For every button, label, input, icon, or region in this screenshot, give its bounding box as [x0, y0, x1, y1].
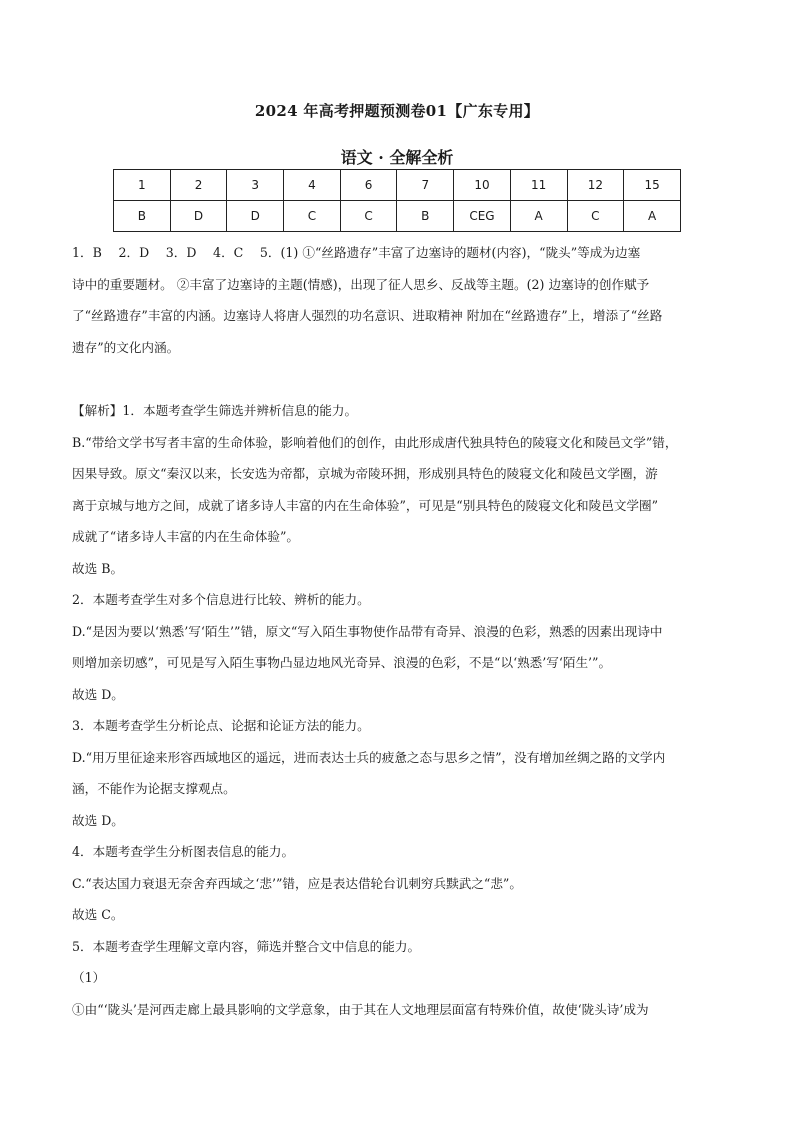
- summary-line: 遗存”的文化内涵。: [72, 339, 180, 355]
- analysis-section: [72, 395, 724, 1025]
- summary-line: 了“丝路遗存”丰富的内涵。边塞诗人将唐人强烈的功名意识、进取精神 附加在“丝路遗存”上，增添了“丝路: [72, 308, 663, 323]
- answer-table-question-row: [114, 170, 681, 201]
- analysis-line: 因果导致。原文“秦汉以来，长安选为帝都，京城为帝陵环拥，形成别具特色的陵寝文化和陵邑文学圈，游: [72, 466, 658, 481]
- answer-cell: C: [567, 201, 624, 232]
- answer-cell: B: [397, 201, 454, 232]
- question-number: 6: [340, 170, 397, 201]
- answer-table: [113, 169, 681, 232]
- question-number: 11: [510, 170, 567, 201]
- question-number: 15: [624, 170, 681, 201]
- question-number: 4: [284, 170, 341, 201]
- analysis-line: ①由“‘陇头’是河西走廊上最具影响的文学意象，由于其在人文地理层面富有特殊价值，故使‘陇头诗’成为: [72, 1001, 649, 1017]
- analysis-line: 离于京城与地方之间，成就了诸多诗人丰富的内在生命体验”，可见是“别具特色的陵寝文化和陵邑文学圈”: [72, 497, 659, 513]
- analysis-conclusion: 故选 B。: [72, 560, 124, 576]
- analysis-line: B.“带给文学书写者丰富的生命体验，影响着他们的创作，由此形成唐代独具特色的陵寝文化和陵邑文学”错，: [72, 434, 678, 450]
- analysis-line: D.“是因为要以‘熟悉’写‘陌生’”错，原文“写入陌生事物使作品带有奇异、浪漫的色彩，熟悉的因素出现诗中: [72, 623, 663, 639]
- question-number: 7: [397, 170, 454, 201]
- answer-cell: A: [624, 201, 681, 232]
- answer-cell: B: [114, 201, 171, 232]
- analysis-line: 5．本题考查学生理解文章内容，筛选并整合文中信息的能力。: [72, 938, 421, 954]
- analysis-conclusion: 故选 D。: [72, 686, 124, 702]
- question-number: 12: [567, 170, 624, 201]
- answer-cell: D: [170, 201, 227, 232]
- analysis-line: 则增加亲切感”，可见是写入陌生事物凸显边地风光奇异、浪漫的色彩，不是“以‘熟悉’写‘陌生’”。: [72, 655, 612, 670]
- answer-summary: [72, 237, 724, 363]
- question-number: 3: [227, 170, 284, 201]
- analysis-conclusion: 故选 C。: [72, 907, 124, 922]
- answer-table-answer-row: [114, 201, 681, 232]
- analysis-line: 涵，不能作为论据支撑观点。: [72, 781, 236, 796]
- question-number: 10: [454, 170, 511, 201]
- question-number: 2: [170, 170, 227, 201]
- analysis-heading: 【解析】1．本题考查学生筛选并辨析信息的能力。: [72, 403, 358, 418]
- page-title: 2024 年高考押题预测卷01【广东专用】: [254, 102, 540, 120]
- analysis-line: （1）: [72, 970, 106, 985]
- analysis-line: 3．本题考查学生分析论点、论据和论证方法的能力。: [72, 718, 370, 733]
- answer-cell: A: [510, 201, 567, 232]
- analysis-line: 4．本题考查学生分析图表信息的能力。: [72, 844, 295, 859]
- question-number: 1: [114, 170, 171, 201]
- analysis-line: 成就了“诸多诗人丰富的内在生命体验”。: [72, 529, 299, 544]
- analysis-line: C.“表达国力衰退无奈舍弃西域之‘悲’”错，应是表达借轮台讥刺穷兵黩武之“悲”。: [72, 875, 522, 891]
- analysis-line: 2．本题考查学生对多个信息进行比较、辨析的能力。: [72, 592, 370, 607]
- page-subtitle: 语文 · 全解全析: [340, 148, 454, 167]
- answer-cell: C: [340, 201, 397, 232]
- summary-line: 诗中的重要题材。 ②丰富了边塞诗的主题(情感)，出现了征人思乡、反战等主题。(2) 边塞诗的创作赋予: [72, 276, 650, 292]
- analysis-conclusion: 故选 D。: [72, 812, 124, 828]
- analysis-line: D.“用万里征途来形容西域地区的遥远，进而表达士兵的疲惫之态与思乡之情”，没有增加丝绸之路的文学内: [72, 749, 666, 765]
- answer-cell: C: [284, 201, 341, 232]
- answer-cell: D: [227, 201, 284, 232]
- answer-cell: CEG: [454, 201, 511, 232]
- summary-line: 1．B 2．D 3．D 4．C 5．(1) ①“丝路遗存”丰富了边塞诗的题材(内容)，“陇头”等成为边塞: [72, 245, 641, 260]
